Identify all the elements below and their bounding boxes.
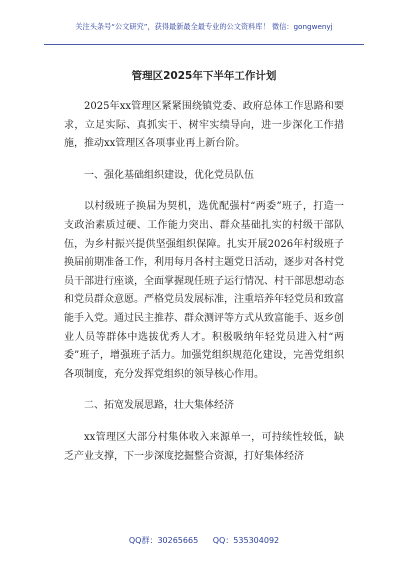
document-title: 管理区2025年下半年工作计划	[131, 70, 277, 82]
section-1-paragraph: 以村级班子换届为契机，选优配强村“两委”班子，打造一支政治素质过硬、工作能力突出、群众基础扎实的村级干部队伍，为乡村振兴提供坚强组织保障。扎实开展2026年村级班子换届前期准备工作，利用每月各村主题党日活动，逐步对各村党员干部进行座谈，全面掌握现任班子运行情况、村干部思想动态和党员群众意愿。严格党员发展标准，注重培养年轻党员和致富能手入党。通过民主推荐、群众测评等方式从致富能手、返乡创业人员等群体中选拔优秀人才。积极吸纳年轻党员进入村“两委”班子，增强班子活力。加强党组织规范化建设，完善党组织各项制度，充分发挥党组织的领导核心作用。	[64, 201, 344, 380]
footer-qq-group: QQ群：30265665	[128, 536, 199, 545]
section-2-paragraph: xx管理区大部分村集体收入来源单一，可持续性较低，缺乏产业支撑，下一步深度挖掘整合资源，打好集体经济	[64, 431, 344, 462]
header-divider	[44, 44, 364, 45]
header-banner: 关注头条号“公文研究”，获得最新最全最专业的公文资料库！ 微信：gongwenyj	[75, 22, 333, 31]
section-heading-2: 二、拓宽发展思路，壮大集体经济	[84, 400, 234, 412]
footer-qq: QQ：535304092	[212, 536, 280, 545]
section-heading-1: 一、强化基础组织建设，优化党员队伍	[84, 169, 254, 181]
document-body	[64, 98, 344, 466]
footer-contact	[0, 535, 408, 546]
intro-paragraph: 2025年xx管理区紧紧围绕镇党委、政府总体工作思路和要求，立足实际、真抓实干、树牢实绩导向，进一步深化工作措施，推动xx管理区各项事业再上新台阶。	[64, 101, 344, 150]
